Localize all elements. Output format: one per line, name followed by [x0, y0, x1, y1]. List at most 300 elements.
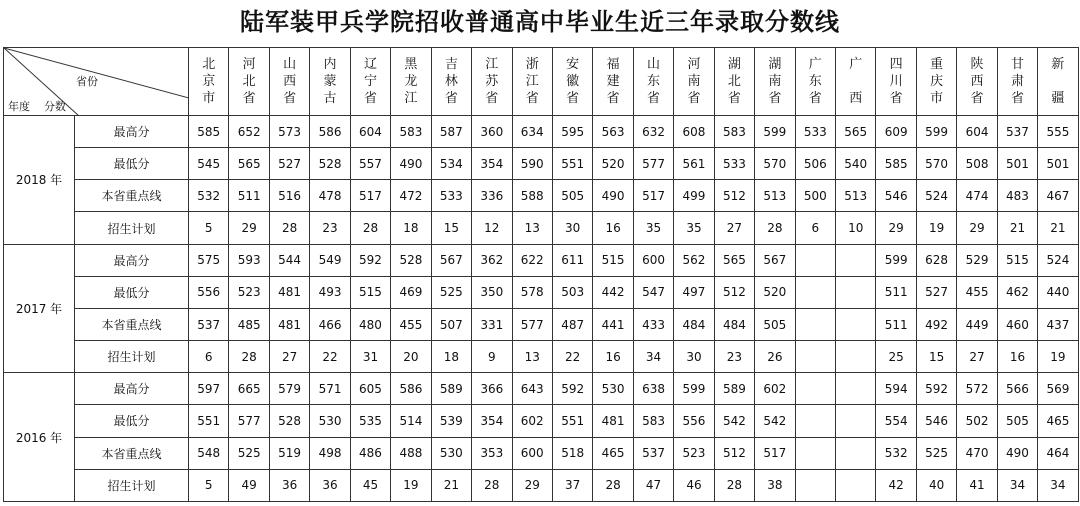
- score-cell: 490: [593, 180, 633, 212]
- province-header-char: 省: [808, 91, 822, 106]
- table-row: [4, 148, 1079, 180]
- score-cell: 546: [876, 180, 916, 212]
- score-cell: 481: [593, 405, 633, 437]
- score-cell: 517: [755, 437, 795, 469]
- score-cell: 500: [795, 180, 835, 212]
- score-cell: 530: [431, 437, 471, 469]
- score-cell: 572: [957, 373, 997, 405]
- score-cell: [836, 437, 876, 469]
- score-cell: 28: [229, 341, 269, 373]
- province-header-char: 广: [808, 57, 822, 72]
- province-header-char: 湖: [768, 57, 782, 72]
- province-header-char: 省: [485, 91, 499, 106]
- score-cell: 502: [957, 405, 997, 437]
- province-header: [876, 48, 916, 116]
- score-cell: 592: [916, 373, 956, 405]
- province-header-char: 市: [930, 91, 944, 106]
- score-cell: 508: [957, 148, 997, 180]
- score-cell: 589: [431, 373, 471, 405]
- score-cell: 13: [512, 341, 552, 373]
- score-cell: 583: [714, 116, 754, 148]
- province-header-char: 安: [566, 57, 580, 72]
- score-cell: 520: [755, 276, 795, 308]
- score-cell: 493: [310, 276, 350, 308]
- score-cell: 30: [674, 341, 714, 373]
- metric-label: 最低分: [75, 148, 189, 180]
- province-header-char: 西: [283, 74, 297, 89]
- province-header-char: 新: [1051, 57, 1065, 72]
- score-cell: 27: [957, 341, 997, 373]
- score-cell: 551: [189, 405, 229, 437]
- province-header-char: 省: [889, 91, 903, 106]
- province-header-char: 省: [970, 91, 984, 106]
- score-cell: 608: [674, 116, 714, 148]
- score-cell: 652: [229, 116, 269, 148]
- score-cell: 519: [269, 437, 309, 469]
- score-cell: 528: [310, 148, 350, 180]
- province-header: [593, 48, 633, 116]
- province-header: [755, 48, 795, 116]
- score-cell: 28: [593, 469, 633, 501]
- score-cell: 602: [512, 405, 552, 437]
- province-header-char: [1038, 73, 1077, 90]
- score-cell: 592: [350, 244, 390, 276]
- score-cell: [836, 405, 876, 437]
- metric-label: 本省重点线: [75, 437, 189, 469]
- corner-province-label: 省份: [76, 75, 98, 88]
- corner-score-label: 分数: [44, 100, 66, 113]
- corner-year-label: 年度: [8, 100, 30, 113]
- score-cell: 29: [512, 469, 552, 501]
- score-cell: 25: [876, 341, 916, 373]
- province-header-char: 吉: [444, 57, 458, 72]
- score-cell: 533: [431, 180, 471, 212]
- metric-label: 本省重点线: [75, 308, 189, 340]
- score-cell: 46: [674, 469, 714, 501]
- score-cell: 520: [593, 148, 633, 180]
- score-cell: 469: [391, 276, 431, 308]
- score-cell: 29: [957, 212, 997, 244]
- province-header-char: 省: [566, 91, 580, 106]
- province-header-char: 内: [323, 57, 337, 72]
- score-cell: [795, 341, 835, 373]
- score-cell: 497: [674, 276, 714, 308]
- score-cell: 484: [674, 308, 714, 340]
- score-cell: 537: [997, 116, 1037, 148]
- score-cell: 465: [593, 437, 633, 469]
- province-header: [552, 48, 592, 116]
- province-header-char: 蒙: [323, 74, 337, 89]
- province-header-char: 北: [727, 74, 741, 89]
- province-header: [350, 48, 390, 116]
- score-cell: 525: [916, 437, 956, 469]
- score-cell: 523: [229, 276, 269, 308]
- score-cell: 534: [431, 148, 471, 180]
- score-cell: 533: [714, 148, 754, 180]
- province-header-char: 省: [283, 91, 297, 106]
- metric-label: 招生计划: [75, 212, 189, 244]
- province-header-char: 省: [606, 91, 620, 106]
- province-header: [512, 48, 552, 116]
- score-cell: 505: [755, 308, 795, 340]
- score-cell: 34: [997, 469, 1037, 501]
- score-cell: 433: [633, 308, 673, 340]
- province-header-char: 西: [849, 91, 863, 106]
- score-cell: 442: [593, 276, 633, 308]
- province-header-char: 江: [404, 91, 418, 106]
- province-header-char: 省: [727, 91, 741, 106]
- score-cell: 360: [472, 116, 512, 148]
- province-header-char: 林: [444, 74, 458, 89]
- score-cell: 585: [189, 116, 229, 148]
- province-header-char: 北: [202, 57, 216, 72]
- score-cell: 36: [269, 469, 309, 501]
- province-header-char: 广: [849, 57, 863, 72]
- score-cell: 525: [431, 276, 471, 308]
- score-cell: 515: [997, 244, 1037, 276]
- score-cell: 472: [391, 180, 431, 212]
- score-cell: [836, 308, 876, 340]
- score-cell: 585: [876, 148, 916, 180]
- year-cell: 2016 年: [4, 373, 75, 502]
- province-header-char: 江: [525, 74, 539, 89]
- score-cell: 21: [431, 469, 471, 501]
- score-cell: 513: [755, 180, 795, 212]
- score-cell: 583: [391, 116, 431, 148]
- score-cell: 638: [633, 373, 673, 405]
- score-cell: 505: [552, 180, 592, 212]
- score-cell: 441: [593, 308, 633, 340]
- score-cell: 527: [916, 276, 956, 308]
- province-header-char: 江: [485, 57, 499, 72]
- score-cell: 592: [552, 373, 592, 405]
- score-cell: 40: [916, 469, 956, 501]
- score-cell: 505: [997, 405, 1037, 437]
- table-row: [4, 469, 1079, 501]
- score-cell: 10: [836, 212, 876, 244]
- score-cell: 547: [633, 276, 673, 308]
- score-cell: 545: [189, 148, 229, 180]
- score-cell: 462: [997, 276, 1037, 308]
- score-cell: 5: [189, 469, 229, 501]
- province-header-char: 重: [930, 57, 944, 72]
- score-cell: 511: [229, 180, 269, 212]
- score-cell: 455: [391, 308, 431, 340]
- province-header-char: 浙: [525, 57, 539, 72]
- score-cell: 16: [997, 341, 1037, 373]
- score-cell: [795, 437, 835, 469]
- province-header-char: 山: [283, 57, 297, 72]
- score-cell: 517: [633, 180, 673, 212]
- score-cell: 336: [472, 180, 512, 212]
- score-cell: 9: [472, 341, 512, 373]
- score-cell: 527: [269, 148, 309, 180]
- province-header-char: 龙: [404, 74, 418, 89]
- score-cell: 19: [1038, 341, 1078, 373]
- score-cell: [836, 244, 876, 276]
- score-cell: 486: [350, 437, 390, 469]
- score-cell: 571: [310, 373, 350, 405]
- score-cell: 524: [916, 180, 956, 212]
- table-row: [4, 244, 1079, 276]
- metric-label: 最高分: [75, 373, 189, 405]
- province-header: [957, 48, 997, 116]
- score-cell: 49: [229, 469, 269, 501]
- province-header-char: 湖: [727, 57, 741, 72]
- score-cell: 566: [997, 373, 1037, 405]
- score-cell: 511: [876, 308, 916, 340]
- score-cell: 525: [229, 437, 269, 469]
- score-cell: 532: [189, 180, 229, 212]
- score-cell: 516: [269, 180, 309, 212]
- score-cell: 449: [957, 308, 997, 340]
- province-header: [795, 48, 835, 116]
- score-cell: 632: [633, 116, 673, 148]
- score-cell: 20: [391, 341, 431, 373]
- score-cell: 15: [431, 212, 471, 244]
- score-cell: 31: [350, 341, 390, 373]
- score-cell: 353: [472, 437, 512, 469]
- score-cell: 556: [189, 276, 229, 308]
- score-cell: 609: [876, 116, 916, 148]
- admission-score-table: [3, 47, 1079, 502]
- score-cell: 532: [876, 437, 916, 469]
- score-cell: 561: [674, 148, 714, 180]
- score-cell: 366: [472, 373, 512, 405]
- province-header-char: 疆: [1051, 91, 1065, 106]
- score-cell: 546: [916, 405, 956, 437]
- table-row: [4, 437, 1079, 469]
- score-cell: 27: [269, 341, 309, 373]
- score-cell: 528: [269, 405, 309, 437]
- score-cell: 597: [189, 373, 229, 405]
- score-cell: 634: [512, 116, 552, 148]
- score-cell: 605: [350, 373, 390, 405]
- score-cell: 573: [269, 116, 309, 148]
- table-header-row: [4, 48, 1079, 116]
- province-header-char: 山: [647, 57, 661, 72]
- province-header-char: 甘: [1010, 57, 1024, 72]
- score-cell: 529: [957, 244, 997, 276]
- province-header-char: 陕: [970, 57, 984, 72]
- table-row: [4, 212, 1079, 244]
- score-cell: 23: [714, 341, 754, 373]
- score-cell: 460: [997, 308, 1037, 340]
- score-cell: 643: [512, 373, 552, 405]
- score-cell: 530: [593, 373, 633, 405]
- score-cell: 21: [1038, 212, 1078, 244]
- score-cell: 42: [876, 469, 916, 501]
- score-cell: 586: [310, 116, 350, 148]
- score-cell: 30: [552, 212, 592, 244]
- province-header-char: 古: [323, 91, 337, 106]
- score-cell: 507: [431, 308, 471, 340]
- province-header-char: 省: [687, 91, 701, 106]
- province-header-char: 川: [889, 74, 903, 89]
- score-cell: 515: [593, 244, 633, 276]
- score-cell: 19: [916, 212, 956, 244]
- score-cell: 27: [714, 212, 754, 244]
- score-cell: 575: [189, 244, 229, 276]
- score-cell: 535: [350, 405, 390, 437]
- province-header: [229, 48, 269, 116]
- province-header-char: 北: [242, 74, 256, 89]
- score-cell: [836, 469, 876, 501]
- province-header: [714, 48, 754, 116]
- score-cell: 440: [1038, 276, 1078, 308]
- province-header: [997, 48, 1037, 116]
- score-cell: 579: [269, 373, 309, 405]
- score-cell: 483: [997, 180, 1037, 212]
- score-cell: 533: [795, 116, 835, 148]
- province-header: [633, 48, 673, 116]
- score-cell: 503: [552, 276, 592, 308]
- table-row: [4, 341, 1079, 373]
- province-header-char: 黑: [404, 57, 418, 72]
- score-cell: 555: [1038, 116, 1078, 148]
- province-header-char: 省: [525, 91, 539, 106]
- score-cell: 530: [310, 405, 350, 437]
- score-cell: [795, 244, 835, 276]
- province-header-char: 建: [606, 74, 620, 89]
- province-header-char: 南: [687, 74, 701, 89]
- score-cell: 41: [957, 469, 997, 501]
- province-header-char: 省: [363, 91, 377, 106]
- province-header-char: 东: [647, 74, 661, 89]
- metric-label: 最高分: [75, 244, 189, 276]
- score-cell: 485: [229, 308, 269, 340]
- score-cell: 470: [957, 437, 997, 469]
- score-cell: 540: [836, 148, 876, 180]
- score-cell: [795, 469, 835, 501]
- score-cell: 12: [472, 212, 512, 244]
- province-header-char: 省: [1010, 91, 1024, 106]
- score-cell: 350: [472, 276, 512, 308]
- score-cell: 465: [1038, 405, 1078, 437]
- province-header: [269, 48, 309, 116]
- metric-label: 最高分: [75, 116, 189, 148]
- province-header-char: 宁: [363, 74, 377, 89]
- score-cell: 437: [1038, 308, 1078, 340]
- score-cell: [795, 373, 835, 405]
- score-cell: 611: [552, 244, 592, 276]
- score-cell: 577: [229, 405, 269, 437]
- province-header-char: 南: [768, 74, 782, 89]
- score-cell: 37: [552, 469, 592, 501]
- province-header: [916, 48, 956, 116]
- score-cell: 565: [714, 244, 754, 276]
- score-cell: [836, 341, 876, 373]
- score-cell: 29: [876, 212, 916, 244]
- score-cell: 6: [795, 212, 835, 244]
- score-cell: 498: [310, 437, 350, 469]
- score-cell: 28: [714, 469, 754, 501]
- score-cell: 554: [876, 405, 916, 437]
- score-cell: 490: [997, 437, 1037, 469]
- province-header-char: 东: [808, 74, 822, 89]
- score-cell: 587: [431, 116, 471, 148]
- score-cell: 18: [391, 212, 431, 244]
- score-cell: 480: [350, 308, 390, 340]
- score-cell: 577: [512, 308, 552, 340]
- score-cell: 542: [755, 405, 795, 437]
- score-cell: 622: [512, 244, 552, 276]
- province-header-char: 省: [444, 91, 458, 106]
- score-cell: 19: [391, 469, 431, 501]
- score-cell: 21: [997, 212, 1037, 244]
- score-cell: 5: [189, 212, 229, 244]
- score-cell: [836, 276, 876, 308]
- score-cell: 565: [836, 116, 876, 148]
- score-cell: 34: [633, 341, 673, 373]
- score-cell: 599: [755, 116, 795, 148]
- metric-label: 招生计划: [75, 469, 189, 501]
- score-cell: 484: [714, 308, 754, 340]
- province-header: [431, 48, 471, 116]
- score-cell: 16: [593, 341, 633, 373]
- score-cell: [795, 405, 835, 437]
- score-cell: 511: [876, 276, 916, 308]
- province-header-char: 庆: [930, 74, 944, 89]
- score-cell: 35: [633, 212, 673, 244]
- score-cell: 577: [633, 148, 673, 180]
- province-header: [836, 48, 876, 116]
- table-row: [4, 276, 1079, 308]
- score-cell: 506: [795, 148, 835, 180]
- score-cell: 512: [714, 276, 754, 308]
- score-cell: 16: [593, 212, 633, 244]
- score-cell: 501: [997, 148, 1037, 180]
- score-cell: 487: [552, 308, 592, 340]
- table-row: [4, 405, 1079, 437]
- score-cell: 6: [189, 341, 229, 373]
- score-cell: 488: [391, 437, 431, 469]
- score-cell: 599: [916, 116, 956, 148]
- province-header-char: 徽: [566, 74, 580, 89]
- metric-label: 最低分: [75, 405, 189, 437]
- metric-label: 本省重点线: [75, 180, 189, 212]
- score-cell: 583: [633, 405, 673, 437]
- province-header: [310, 48, 350, 116]
- score-cell: 600: [512, 437, 552, 469]
- page-title: 陆军装甲兵学院招收普通高中毕业生近三年录取分数线: [240, 7, 840, 36]
- score-cell: 570: [916, 148, 956, 180]
- metric-label: 招生计划: [75, 341, 189, 373]
- score-cell: 604: [350, 116, 390, 148]
- province-header: [472, 48, 512, 116]
- province-header-char: 四: [889, 57, 903, 72]
- score-cell: 570: [755, 148, 795, 180]
- score-cell: 595: [552, 116, 592, 148]
- score-cell: 567: [431, 244, 471, 276]
- score-cell: 492: [916, 308, 956, 340]
- score-cell: 537: [633, 437, 673, 469]
- province-header-char: 京: [202, 74, 216, 89]
- score-cell: 23: [310, 212, 350, 244]
- score-cell: 26: [755, 341, 795, 373]
- score-cell: 354: [472, 148, 512, 180]
- score-cell: 512: [714, 180, 754, 212]
- score-cell: 22: [310, 341, 350, 373]
- score-cell: 594: [876, 373, 916, 405]
- score-cell: 38: [755, 469, 795, 501]
- score-cell: 464: [1038, 437, 1078, 469]
- score-cell: 455: [957, 276, 997, 308]
- score-cell: 36: [310, 469, 350, 501]
- score-cell: 600: [633, 244, 673, 276]
- score-cell: 47: [633, 469, 673, 501]
- score-cell: 628: [916, 244, 956, 276]
